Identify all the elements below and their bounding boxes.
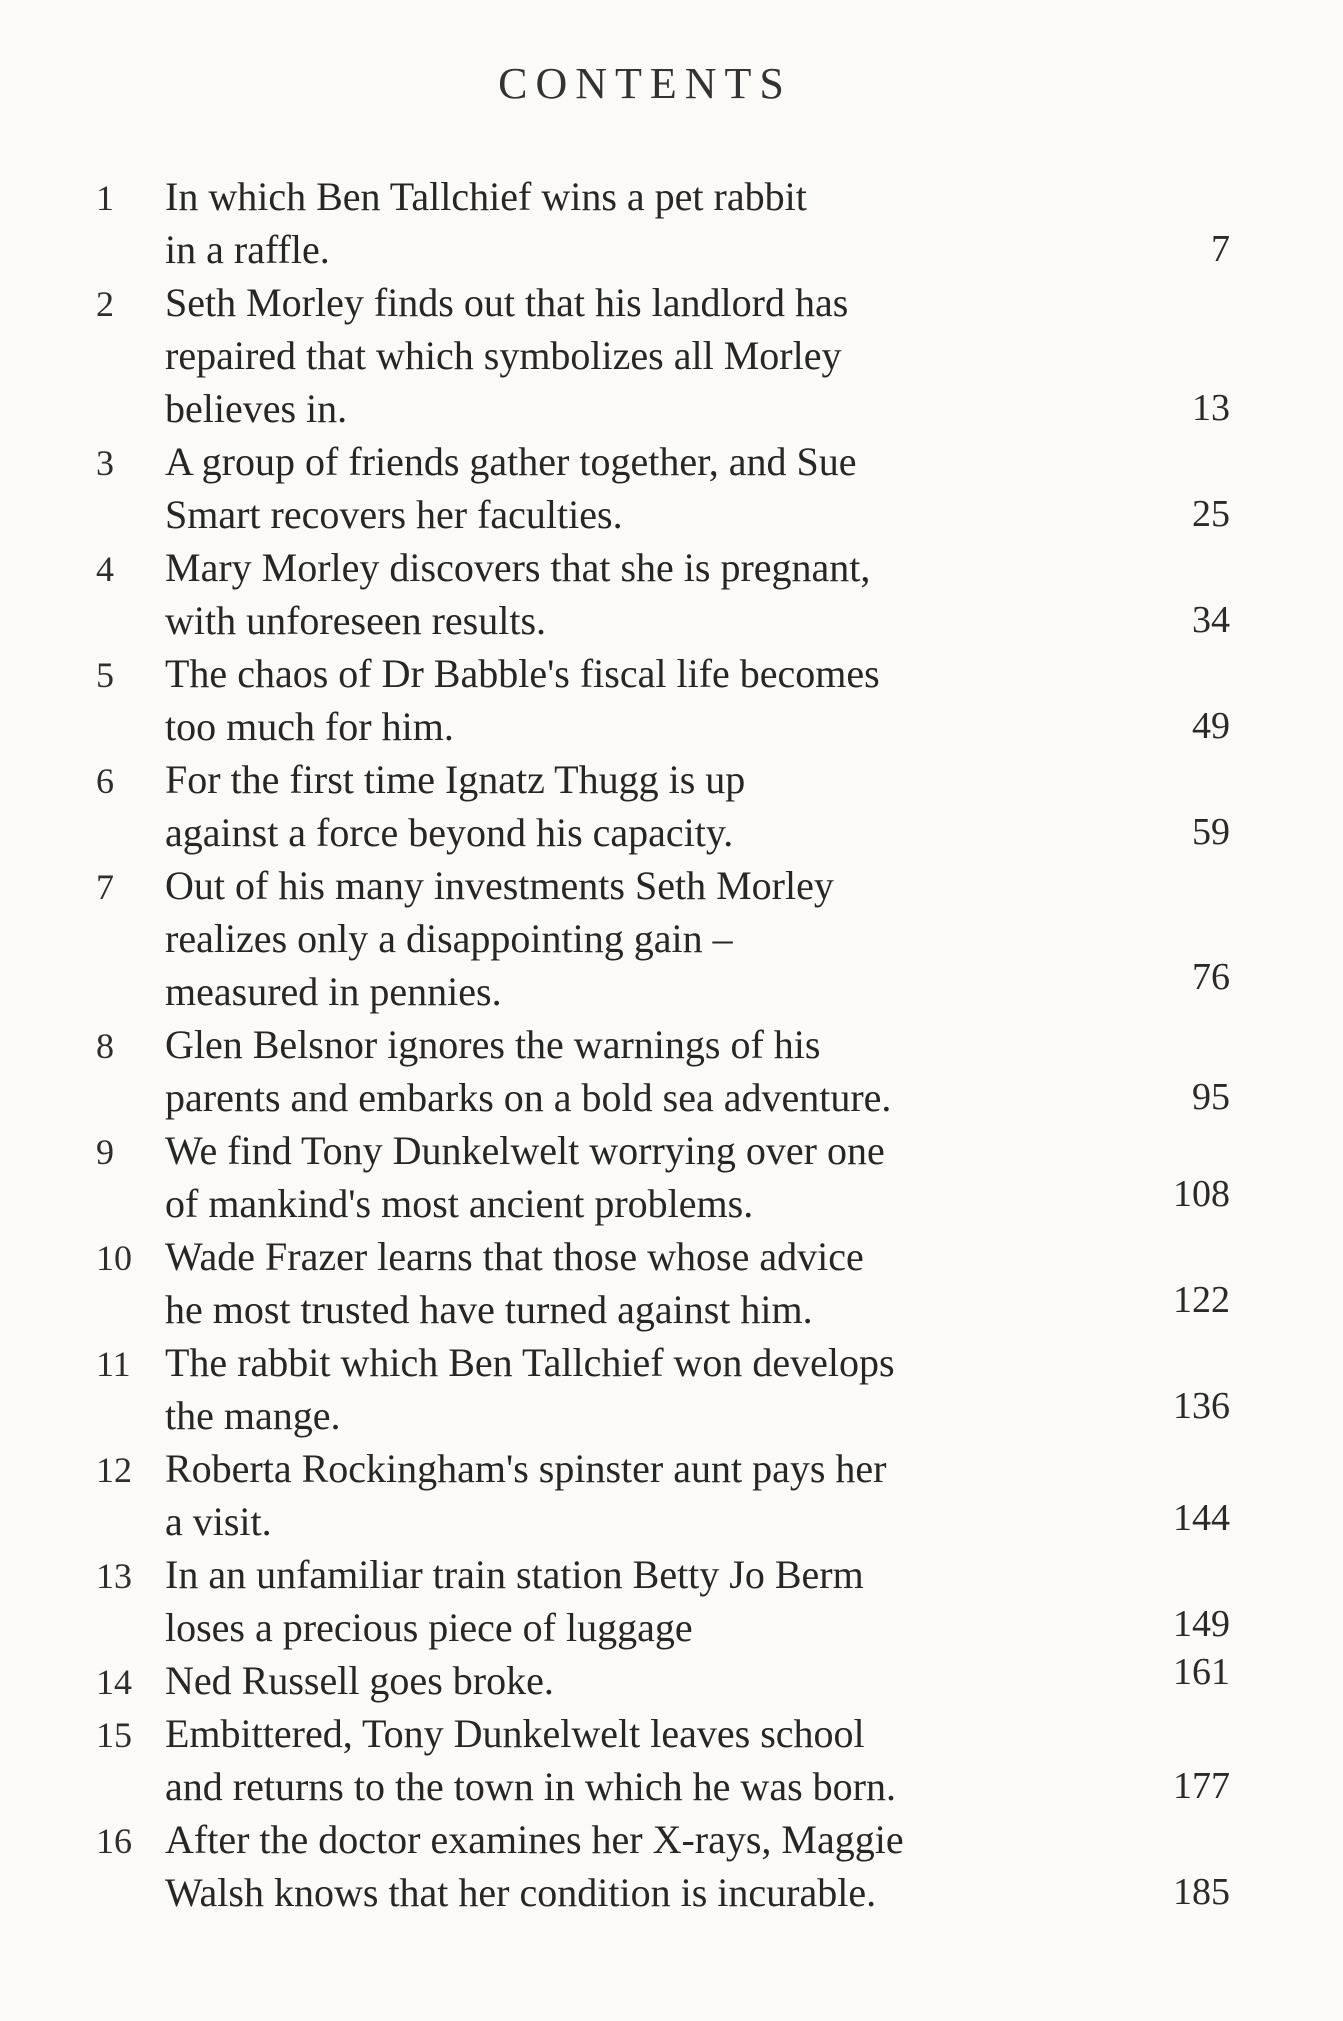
toc-entry-4	[0, 541, 1343, 647]
chapter-number: 16	[96, 1821, 132, 1861]
toc-entry-12	[0, 1442, 1343, 1548]
toc-entry-5	[0, 647, 1343, 753]
chapter-title: Mary Morley discovers that she is pregnant, with unforeseen results.	[165, 545, 871, 643]
page-number: 177	[1173, 1765, 1230, 1807]
chapter-number: 11	[96, 1344, 131, 1384]
chapter-number: 9	[96, 1132, 114, 1172]
toc-entry-7	[0, 859, 1343, 1018]
toc-entry-14	[0, 1651, 1343, 1707]
chapter-number: 10	[96, 1238, 132, 1278]
chapter-number: 3	[96, 443, 114, 483]
chapter-number: 2	[96, 284, 114, 324]
chapter-number: 6	[96, 761, 114, 801]
page-number: 59	[1192, 811, 1230, 853]
chapter-title: In which Ben Tallchief wins a pet rabbit in a raffle.	[165, 174, 807, 272]
toc-entry-8	[0, 1018, 1343, 1124]
toc-entry-9	[0, 1124, 1343, 1230]
chapter-title: Wade Frazer learns that those whose advice he most trusted have turned against him.	[165, 1234, 864, 1332]
chapter-title: Embittered, Tony Dunkelwelt leaves school and returns to the town in which he was born.	[165, 1711, 896, 1809]
toc-entry-16	[0, 1813, 1343, 1919]
chapter-number: 8	[96, 1026, 114, 1066]
toc-entry-2	[0, 276, 1343, 435]
page-number: 7	[1211, 228, 1230, 270]
page-title: CONTENTS	[498, 59, 792, 108]
page-number: 161	[1173, 1651, 1230, 1693]
toc-entry-6	[0, 753, 1343, 859]
chapter-title: The rabbit which Ben Tallchief won develops the mange.	[165, 1340, 895, 1438]
toc-entry-3	[0, 435, 1343, 541]
toc-entry-1	[0, 170, 1343, 276]
toc-entry-10	[0, 1230, 1343, 1336]
chapter-number: 13	[96, 1556, 132, 1596]
chapter-title: Out of his many investments Seth Morley realizes only a disappointing gain – measured in pennies.	[165, 863, 834, 1014]
page-number: 185	[1173, 1871, 1230, 1913]
toc-entry-13	[0, 1548, 1343, 1654]
chapter-number: 14	[96, 1662, 132, 1702]
chapter-title: Roberta Rockingham's spinster aunt pays her a visit.	[165, 1446, 887, 1544]
chapter-title: Ned Russell goes broke.	[165, 1658, 554, 1703]
chapter-number: 15	[96, 1715, 132, 1755]
page-number: 13	[1192, 387, 1230, 429]
page-number: 49	[1192, 705, 1230, 747]
page-number: 108	[1173, 1173, 1230, 1215]
chapter-number: 12	[96, 1450, 132, 1490]
chapter-number: 5	[96, 655, 114, 695]
toc-entry-11	[0, 1336, 1343, 1442]
chapter-number: 1	[96, 178, 114, 218]
page-number: 76	[1192, 956, 1230, 998]
chapter-title: The chaos of Dr Babble's fiscal life becomes too much for him.	[165, 651, 880, 749]
chapter-title: A group of friends gather together, and Sue Smart recovers her faculties.	[165, 439, 857, 537]
page-number: 144	[1173, 1497, 1230, 1539]
chapter-title: After the doctor examines her X-rays, Maggie Walsh knows that her condition is incurable.	[165, 1817, 904, 1915]
chapter-number: 7	[96, 867, 114, 907]
table-of-contents	[0, 170, 1343, 1919]
page-number: 25	[1192, 493, 1230, 535]
chapter-title: Glen Belsnor ignores the warnings of his parents and embarks on a bold sea adventure.	[165, 1022, 892, 1120]
page-number: 34	[1192, 599, 1230, 641]
chapter-title: In an unfamiliar train station Betty Jo Berm loses a precious piece of luggage	[165, 1552, 864, 1650]
page-number: 95	[1192, 1076, 1230, 1118]
page-number: 149	[1173, 1603, 1230, 1645]
page-number: 136	[1173, 1385, 1230, 1427]
chapter-title: For the first time Ignatz Thugg is up against a force beyond his capacity.	[165, 757, 746, 855]
toc-entry-15	[0, 1707, 1343, 1813]
page-number: 122	[1173, 1279, 1230, 1321]
chapter-number: 4	[96, 549, 114, 589]
chapter-title: Seth Morley finds out that his landlord has repaired that which symbolizes all Morley believes in.	[165, 280, 849, 431]
chapter-title: We find Tony Dunkelwelt worrying over one of mankind's most ancient problems.	[165, 1128, 885, 1226]
